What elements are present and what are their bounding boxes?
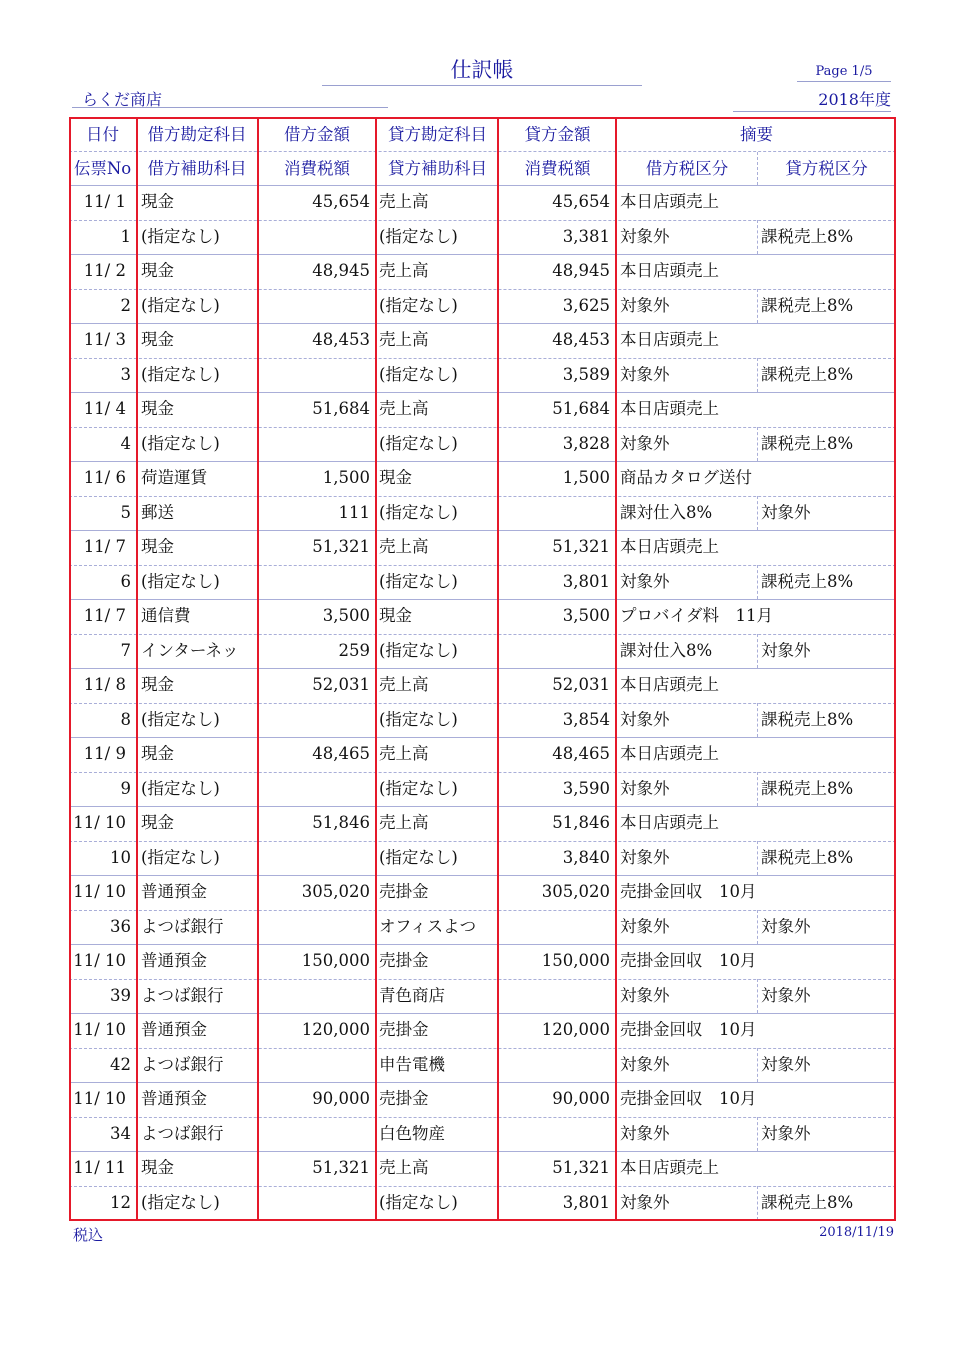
entry-debit-tax-class: 対象外 [620,985,670,1005]
entry-debit-sub: (指定なし) [141,226,220,246]
entry-credit-sub: (指定なし) [379,502,458,522]
entry-credit-sub: 申告電機 [379,1054,445,1074]
entry-credit-amount: 52,031 [552,675,610,694]
entry-credit-account: 売上高 [379,744,429,763]
entry-credit-sub: (指定なし) [379,364,458,384]
entry-debit-tax-class: 対象外 [620,295,670,315]
entry-slip-no: 34 [110,1123,131,1143]
entry-date: 11/ 7 [83,537,126,556]
entry-credit-tax-class: 対象外 [761,1123,811,1143]
entry-debit-tax: 111 [338,502,370,522]
entry-debit-amount: 51,321 [312,537,370,556]
print-date: 2018/11/19 [819,1225,894,1240]
entry-credit-amount: 48,453 [552,330,610,349]
entry-credit-tax-class: 課税売上8% [761,571,854,591]
entry-slip-no: 12 [110,1192,131,1212]
entry-credit-tax-class: 対象外 [761,916,811,936]
entry-debit-tax-class: 対象外 [620,1192,670,1212]
entry-slip-no: 2 [120,295,131,315]
entry-debit-amount: 51,684 [312,399,370,418]
entry-debit-sub: (指定なし) [141,709,220,729]
entry-debit-account: 現金 [141,261,174,280]
header-debit-sub: 借方補助科目 [147,159,247,178]
entry-debit-tax-class: 課対仕入8% [620,640,713,660]
entry-date: 11/ 11 [73,1158,126,1177]
entry-debit-sub: (指定なし) [141,364,220,384]
entry-debit-tax-class: 対象外 [620,1054,670,1074]
entry-credit-amount: 150,000 [541,951,610,970]
entry-slip-no: 36 [110,916,131,936]
header-credit-tax-class: 貸方税区分 [785,159,868,178]
entry-credit-sub: (指定なし) [379,295,458,315]
entry-credit-sub: (指定なし) [379,433,458,453]
header-debit-account: 借方勘定科目 [147,125,247,144]
entry-credit-tax: 3,801 [562,1192,610,1212]
entry-credit-amount: 51,846 [552,813,610,832]
entry-credit-amount: 90,000 [552,1089,610,1108]
entry-credit-tax: 3,840 [562,847,610,867]
entry-debit-amount: 48,945 [312,261,370,280]
header-credit-sub: 貸方補助科目 [388,159,487,178]
entry-credit-amount: 305,020 [541,882,610,901]
entry-date: 11/ 2 [83,261,126,280]
entry-debit-tax-class: 課対仕入8% [620,502,713,522]
entry-slip-no: 39 [110,985,131,1005]
entry-debit-tax-class: 対象外 [620,364,670,384]
entry-debit-account: 現金 [141,675,174,694]
entry-credit-sub: (指定なし) [379,1192,458,1212]
entry-credit-tax-class: 課税売上8% [761,433,854,453]
entry-debit-sub: インターネッ [141,640,239,660]
entry-debit-tax-class: 対象外 [620,226,670,246]
entry-credit-amount: 45,654 [552,192,610,211]
entry-credit-sub: (指定なし) [379,226,458,246]
entry-memo: 売掛金回収 10月 [620,882,757,901]
entry-credit-sub: (指定なし) [379,640,458,660]
entry-slip-no: 7 [120,640,131,660]
entry-debit-account: 現金 [141,330,174,349]
entry-date: 11/ 9 [83,744,126,763]
entry-slip-no: 4 [120,433,131,453]
page-title: 仕訳帳 [322,58,642,86]
entry-debit-account: 現金 [141,537,174,556]
entry-debit-tax-class: 対象外 [620,916,670,936]
entry-date: 11/ 4 [83,399,126,418]
entry-date: 11/ 10 [73,1089,126,1108]
entry-slip-no: 5 [120,502,131,522]
header-date: 日付 [86,125,119,144]
entry-credit-tax-class: 課税売上8% [761,1192,854,1212]
entry-debit-account: 普通預金 [141,951,207,970]
entry-credit-account: 売上高 [379,675,429,694]
entry-date: 11/ 10 [73,813,126,832]
company-name: らくだ商店 [82,90,163,109]
entry-credit-tax: 3,625 [562,295,610,315]
entry-debit-account: 現金 [141,744,174,763]
entry-credit-tax-class: 課税売上8% [761,295,854,315]
entry-debit-amount: 48,453 [312,330,370,349]
header-debit-tax: 消費税額 [284,159,350,178]
entry-credit-account: 売上高 [379,1158,429,1177]
entry-credit-account: 売上高 [379,330,429,349]
entry-debit-sub: (指定なし) [141,571,220,591]
entry-credit-tax-class: 対象外 [761,640,811,660]
entry-debit-sub: よつば銀行 [141,1123,224,1143]
entry-credit-account: 現金 [379,468,412,487]
entry-credit-amount: 51,321 [552,537,610,556]
entry-credit-account: 売掛金 [379,882,429,901]
entry-credit-sub: (指定なし) [379,778,458,798]
entry-credit-tax-class: 対象外 [761,1054,811,1074]
header-debit-tax-class: 借方税区分 [645,159,729,178]
entry-debit-account: 現金 [141,399,174,418]
entry-credit-amount: 1,500 [562,468,610,487]
entry-debit-tax-class: 対象外 [620,778,670,798]
entry-credit-account: 現金 [379,606,412,625]
entry-debit-tax-class: 対象外 [620,1123,670,1143]
entry-memo: 本日店頭売上 [620,399,719,418]
entry-credit-amount: 51,684 [552,399,610,418]
entry-memo: 本日店頭売上 [620,330,719,349]
entry-debit-amount: 51,846 [312,813,370,832]
page-number: Page 1/5 [797,64,891,82]
entry-debit-account: 普通預金 [141,882,207,901]
entry-memo: 本日店頭売上 [620,744,719,763]
entry-credit-tax: 3,590 [562,778,610,798]
entry-date: 11/ 8 [83,675,126,694]
entry-debit-account: 普通預金 [141,1020,207,1039]
entry-credit-tax-class: 対象外 [761,985,811,1005]
header-debit-amount: 借方金額 [284,125,350,144]
entry-debit-account: 現金 [141,192,174,211]
entry-date: 11/ 6 [83,468,126,487]
entry-credit-tax: 3,828 [562,433,610,453]
entry-credit-sub: (指定なし) [379,847,458,867]
entry-credit-tax-class: 課税売上8% [761,364,854,384]
entry-credit-amount: 3,500 [562,606,610,625]
entry-credit-sub: (指定なし) [379,571,458,591]
entry-credit-tax-class: 課税売上8% [761,778,854,798]
entry-debit-sub: (指定なし) [141,433,220,453]
entry-credit-tax-class: 課税売上8% [761,847,854,867]
entry-slip-no: 6 [120,571,131,591]
entry-credit-sub: 白色物産 [379,1123,445,1143]
entry-credit-amount: 51,321 [552,1158,610,1177]
entry-credit-tax-class: 対象外 [761,502,811,522]
entry-credit-amount: 120,000 [541,1020,610,1039]
fiscal-year: 2018年度 [733,87,891,112]
entry-debit-amount: 150,000 [301,951,370,970]
entry-debit-sub: よつば銀行 [141,1054,224,1074]
entry-debit-sub: よつば銀行 [141,916,224,936]
tax-mode-label: 税込 [73,1226,104,1244]
entry-credit-amount: 48,945 [552,261,610,280]
entry-debit-account: 普通預金 [141,1089,207,1108]
entry-date: 11/ 1 [83,192,126,211]
entry-memo: 売掛金回収 10月 [620,1089,757,1108]
entry-debit-amount: 90,000 [312,1089,370,1108]
entry-date: 11/ 3 [83,330,126,349]
entry-credit-account: 売掛金 [379,1089,429,1108]
entry-credit-account: 売掛金 [379,1020,429,1039]
entry-slip-no: 3 [120,364,131,384]
entry-debit-sub: (指定なし) [141,1192,220,1212]
entry-slip-no: 8 [120,709,131,729]
header-credit-amount: 貸方金額 [524,125,591,144]
entry-debit-amount: 1,500 [322,468,370,487]
entry-debit-sub: よつば銀行 [141,985,224,1005]
entry-memo: 本日店頭売上 [620,192,719,211]
entry-memo: 本日店頭売上 [620,1158,719,1177]
entry-debit-amount: 51,321 [312,1158,370,1177]
entry-debit-sub: (指定なし) [141,778,220,798]
entry-memo: 本日店頭売上 [620,813,719,832]
entry-credit-account: 売上高 [379,813,429,832]
entry-memo: 商品カタログ送付 [620,468,752,487]
entry-memo: プロバイダ料 11月 [620,606,773,625]
header-credit-account: 貸方勘定科目 [388,125,487,144]
entry-debit-tax-class: 対象外 [620,571,670,591]
journal-table [69,117,896,1221]
entry-memo: 売掛金回収 10月 [620,1020,757,1039]
entry-memo: 本日店頭売上 [620,675,719,694]
entry-credit-tax: 3,381 [562,226,610,246]
entry-date: 11/ 10 [73,951,126,970]
entry-debit-amount: 48,465 [312,744,370,763]
entry-debit-account: 通信費 [141,606,191,625]
entry-credit-account: 売上高 [379,399,429,418]
entry-debit-account: 現金 [141,813,174,832]
entry-slip-no: 10 [110,847,131,867]
entry-slip-no: 1 [120,226,131,246]
entry-memo: 売掛金回収 10月 [620,951,757,970]
entry-debit-amount: 45,654 [312,192,370,211]
entry-debit-sub: 郵送 [141,502,174,522]
entry-debit-account: 現金 [141,1158,174,1177]
header-credit-tax: 消費税額 [524,159,591,178]
entry-date: 11/ 10 [73,882,126,901]
table-frame [69,117,896,1221]
entry-memo: 本日店頭売上 [620,537,719,556]
entry-debit-amount: 305,020 [301,882,370,901]
entry-debit-account: 荷造運賃 [141,468,207,487]
entry-debit-tax-class: 対象外 [620,709,670,729]
entry-debit-tax-class: 対象外 [620,847,670,867]
entry-debit-tax: 259 [338,640,370,660]
entry-date: 11/ 7 [83,606,126,625]
entry-credit-tax: 3,589 [562,364,610,384]
entry-credit-amount: 48,465 [552,744,610,763]
header-memo: 摘要 [740,125,773,144]
entry-debit-amount: 120,000 [301,1020,370,1039]
entry-slip-no: 42 [110,1054,131,1074]
entry-credit-tax: 3,801 [562,571,610,591]
entry-credit-tax-class: 課税売上8% [761,226,854,246]
entry-credit-account: 売上高 [379,537,429,556]
header-slip-no: 伝票No [73,159,132,178]
entry-slip-no: 9 [120,778,131,798]
entry-credit-account: 売上高 [379,261,429,280]
entry-credit-tax: 3,854 [562,709,610,729]
company-underline [72,107,388,108]
entry-debit-tax-class: 対象外 [620,433,670,453]
entry-debit-sub: (指定なし) [141,295,220,315]
entry-credit-tax-class: 課税売上8% [761,709,854,729]
entry-credit-sub: (指定なし) [379,709,458,729]
entry-debit-amount: 3,500 [322,606,370,625]
entry-date: 11/ 10 [73,1020,126,1039]
entry-memo: 本日店頭売上 [620,261,719,280]
entry-debit-sub: (指定なし) [141,847,220,867]
entry-credit-account: 売上高 [379,192,429,211]
entry-credit-sub: 青色商店 [379,985,445,1005]
entry-credit-sub: オフィスよつ [379,916,477,936]
entry-debit-amount: 52,031 [312,675,370,694]
entry-credit-account: 売掛金 [379,951,429,970]
